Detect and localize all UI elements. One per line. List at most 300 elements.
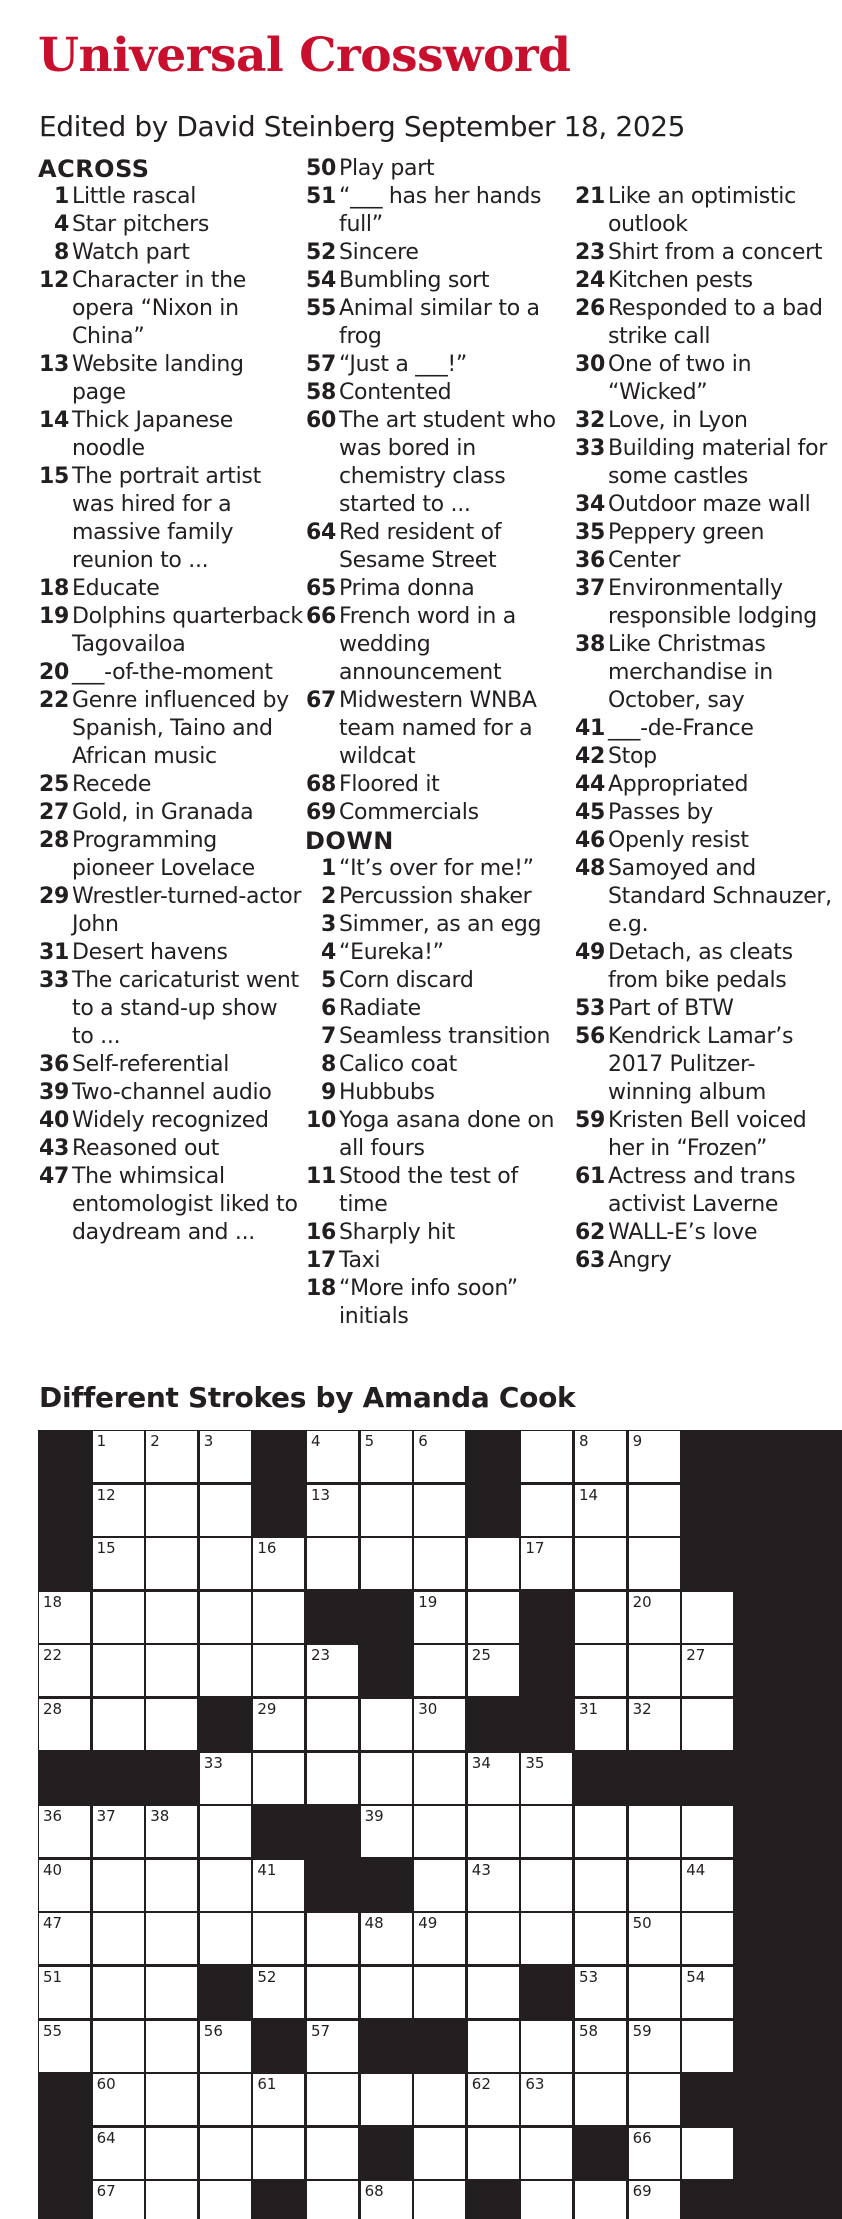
grid-cell[interactable]: [521, 1860, 572, 1911]
grid-cell[interactable]: [521, 2181, 572, 2219]
grid-cell[interactable]: [307, 2074, 358, 2125]
grid-cell[interactable]: [307, 1967, 358, 2018]
clue-number: 31: [38, 940, 69, 965]
grid-cell[interactable]: [200, 1860, 251, 1911]
cell-number: 8: [579, 1432, 589, 1450]
grid-cell[interactable]: [629, 2021, 680, 2072]
down-clue[interactable]: [305, 1247, 570, 1275]
down-clue[interactable]: [574, 743, 839, 771]
across-clue[interactable]: [38, 1163, 303, 1247]
grid-cell[interactable]: [146, 2128, 197, 2179]
grid-cell[interactable]: [39, 1699, 90, 1750]
grid-cell[interactable]: [361, 1485, 412, 1536]
grid-cell[interactable]: [575, 1913, 626, 1964]
cell-number: 3: [203, 1432, 214, 1450]
clue-text: Play part: [339, 156, 435, 181]
grid-cell[interactable]: [468, 1538, 519, 1589]
across-clue[interactable]: [38, 211, 303, 239]
cell-number: 35: [525, 1753, 545, 1772]
grid-cell[interactable]: [629, 1806, 680, 1857]
cell-number: 52: [257, 1968, 277, 1986]
clue-text: Sharply hit: [339, 1220, 455, 1245]
grid-cell[interactable]: [414, 1753, 465, 1804]
clue-text: Watch part: [72, 240, 190, 265]
clue-number: 1: [320, 856, 336, 881]
down-clue[interactable]: [305, 1219, 570, 1247]
grid-cell[interactable]: [629, 2181, 680, 2219]
grid-cell[interactable]: [521, 2021, 572, 2072]
grid-cell[interactable]: [93, 1913, 144, 1964]
grid-cell[interactable]: [629, 2128, 680, 2179]
clue-number: 12: [38, 268, 69, 293]
grid-cell[interactable]: [93, 1699, 144, 1750]
grid-cell[interactable]: [200, 2181, 251, 2219]
grid-cell[interactable]: [200, 2128, 251, 2179]
across-clue[interactable]: [305, 239, 570, 267]
grid-cell[interactable]: [468, 1592, 519, 1643]
grid-cell[interactable]: [468, 1806, 519, 1857]
clue-number: 4: [53, 212, 69, 237]
grid-cell[interactable]: [146, 1967, 197, 2018]
grid-cell[interactable]: [682, 1592, 733, 1643]
black-square: [682, 2181, 733, 2219]
clue-text: Percussion shaker: [339, 884, 532, 909]
clue-number: 68: [305, 772, 336, 797]
down-clue[interactable]: [305, 967, 570, 995]
grid-cell[interactable]: [468, 1645, 519, 1696]
across-clue[interactable]: [38, 967, 303, 1051]
grid-cell[interactable]: [93, 1645, 144, 1696]
grid-cell[interactable]: [146, 1592, 197, 1643]
across-clue[interactable]: [38, 407, 303, 463]
grid-cell[interactable]: [414, 1806, 465, 1857]
black-square: [361, 1592, 412, 1643]
down-clue[interactable]: [305, 995, 570, 1023]
grid-cell[interactable]: [521, 2128, 572, 2179]
grid-cell[interactable]: [253, 1592, 304, 1643]
puzzle-title: Different Strokes by Amanda Cook: [39, 1381, 576, 1414]
grid-cell[interactable]: [253, 1645, 304, 1696]
across-clue[interactable]: [305, 267, 570, 295]
grid-cell[interactable]: [361, 1967, 412, 2018]
clue-text: Star pitchers: [72, 212, 209, 237]
grid-cell[interactable]: [146, 1699, 197, 1750]
down-clue[interactable]: [305, 1107, 570, 1163]
grid-cell[interactable]: [39, 1592, 90, 1643]
black-square: [682, 2074, 733, 2125]
grid-cell[interactable]: [468, 2128, 519, 2179]
down-clue[interactable]: [574, 715, 839, 743]
across-clue[interactable]: [38, 183, 303, 211]
clue-text: Outdoor maze wall: [608, 492, 811, 517]
clue-text: Little rascal: [72, 184, 197, 209]
clue-number: 54: [305, 268, 336, 293]
down-clue[interactable]: [574, 631, 839, 715]
across-clue[interactable]: [305, 799, 570, 827]
grid-cell[interactable]: [200, 1538, 251, 1589]
across-clue[interactable]: [305, 603, 570, 687]
grid-cell[interactable]: [307, 2021, 358, 2072]
clue-text: Floored it: [339, 772, 440, 797]
down-clue[interactable]: [305, 883, 570, 911]
across-clue[interactable]: [305, 519, 570, 575]
grid-cell[interactable]: [521, 1913, 572, 1964]
cell-number: 25: [471, 1646, 491, 1665]
grid-cell[interactable]: [93, 2074, 144, 2125]
grid-cell[interactable]: [468, 2074, 519, 2125]
grid-cell[interactable]: [575, 1860, 626, 1911]
grid-cell[interactable]: [253, 2128, 304, 2179]
grid-cell[interactable]: [521, 1485, 572, 1536]
grid-cell[interactable]: [629, 1699, 680, 1750]
cell-number: 29: [257, 1700, 277, 1718]
grid-cell[interactable]: [93, 1860, 144, 1911]
grid-cell[interactable]: [521, 1538, 572, 1589]
grid-cell[interactable]: [361, 1699, 412, 1750]
across-clue[interactable]: [38, 1051, 303, 1079]
black-square: [361, 1860, 412, 1911]
grid-cell[interactable]: [682, 1913, 733, 1964]
black-square: [39, 1485, 90, 1536]
down-clue[interactable]: [305, 1275, 570, 1331]
black-square: [682, 1431, 733, 1482]
grid-cell[interactable]: [307, 1753, 358, 1804]
grid-cell[interactable]: [629, 1538, 680, 1589]
grid-cell[interactable]: [468, 1967, 519, 2018]
grid-cell[interactable]: [39, 1806, 90, 1857]
grid-cell[interactable]: [200, 1485, 251, 1536]
cell-number: 58: [579, 2021, 599, 2040]
clue-text: Samoyed and Standard Schnauzer, e.g.: [608, 856, 832, 937]
grid-cell[interactable]: [575, 1485, 626, 1536]
grid-cell[interactable]: [682, 2021, 733, 2072]
grid-cell[interactable]: [146, 1485, 197, 1536]
black-square: [39, 2128, 90, 2179]
grid-cell[interactable]: [361, 1538, 412, 1589]
down-clue[interactable]: [574, 1023, 839, 1107]
black-square: [521, 1699, 572, 1750]
grid-cell[interactable]: [682, 1645, 733, 1696]
across-clue[interactable]: [38, 939, 303, 967]
grid-cell[interactable]: [414, 1592, 465, 1643]
down-clue[interactable]: [574, 407, 839, 435]
grid-cell[interactable]: [200, 1592, 251, 1643]
grid-cell[interactable]: [414, 1431, 465, 1482]
grid-cell[interactable]: [200, 1645, 251, 1696]
clue-number: 14: [38, 408, 69, 433]
down-clue[interactable]: [574, 1247, 839, 1275]
grid-cell[interactable]: [253, 1538, 304, 1589]
black-square: [682, 1538, 733, 1589]
down-clue[interactable]: [574, 519, 839, 547]
grid-cell[interactable]: [93, 2181, 144, 2219]
grid-cell[interactable]: [253, 1753, 304, 1804]
grid-cell[interactable]: [361, 1806, 412, 1857]
grid-cell[interactable]: [253, 1860, 304, 1911]
clue-number: 9: [320, 1080, 336, 1105]
across-clue[interactable]: [305, 407, 570, 519]
grid-cell[interactable]: [575, 2181, 626, 2219]
clue-number: 33: [574, 436, 605, 461]
down-clue[interactable]: [574, 939, 839, 995]
grid-cell[interactable]: [93, 2021, 144, 2072]
down-clue[interactable]: [574, 995, 839, 1023]
grid-cell[interactable]: [146, 2021, 197, 2072]
across-clue[interactable]: [38, 267, 303, 351]
across-clue[interactable]: [38, 1107, 303, 1135]
across-clue[interactable]: [38, 799, 303, 827]
clue-text: Kristen Bell voiced her in “Frozen”: [608, 1108, 807, 1161]
grid-cell[interactable]: [629, 1913, 680, 1964]
grid-cell[interactable]: [307, 1538, 358, 1589]
grid-cell[interactable]: [468, 1913, 519, 1964]
grid-cell[interactable]: [468, 1753, 519, 1804]
down-clue[interactable]: [574, 1219, 839, 1247]
grid-cell[interactable]: [521, 1753, 572, 1804]
clue-text: Building material for some castles: [608, 436, 828, 489]
down-clue[interactable]: [305, 1023, 570, 1051]
across-clue[interactable]: [38, 1135, 303, 1163]
grid-cell[interactable]: [361, 2181, 412, 2219]
down-clue[interactable]: [305, 939, 570, 967]
grid-cell[interactable]: [629, 1967, 680, 2018]
across-clue[interactable]: [38, 239, 303, 267]
clue-number: 62: [574, 1220, 605, 1245]
grid-cell[interactable]: [629, 1592, 680, 1643]
across-clue[interactable]: [305, 575, 570, 603]
clue-text: Thick Japanese noodle: [72, 408, 234, 461]
grid-cell[interactable]: [629, 1860, 680, 1911]
grid-cell[interactable]: [361, 2074, 412, 2125]
across-clue[interactable]: [305, 351, 570, 379]
grid-cell[interactable]: [200, 2074, 251, 2125]
grid-cell[interactable]: [575, 1806, 626, 1857]
down-heading: DOWN: [305, 827, 394, 855]
across-clue[interactable]: [38, 575, 303, 603]
down-clue[interactable]: [574, 295, 839, 351]
clue-text: The portrait artist was hired for a massive family reunion to ...: [72, 464, 261, 573]
clue-text: WALL-E’s love: [608, 1220, 758, 1245]
grid-cell[interactable]: [629, 2074, 680, 2125]
grid-cell[interactable]: [682, 1806, 733, 1857]
grid-cell[interactable]: [414, 1913, 465, 1964]
grid-cell[interactable]: [575, 1592, 626, 1643]
grid-cell[interactable]: [575, 1645, 626, 1696]
grid-cell[interactable]: [146, 1431, 197, 1482]
down-clue[interactable]: [574, 267, 839, 295]
grid-cell[interactable]: [200, 1753, 251, 1804]
grid-cell[interactable]: [253, 1699, 304, 1750]
across-clue[interactable]: [305, 687, 570, 771]
black-square: [468, 2181, 519, 2219]
black-square: [39, 1431, 90, 1482]
grid-cell[interactable]: [575, 2074, 626, 2125]
clue-number: 34: [574, 492, 605, 517]
across-clue[interactable]: [38, 687, 303, 771]
clue-number: 52: [305, 240, 336, 265]
grid-cell[interactable]: [93, 1538, 144, 1589]
down-clue[interactable]: [574, 1107, 839, 1163]
grid-cell[interactable]: [146, 1538, 197, 1589]
grid-cell[interactable]: [39, 1860, 90, 1911]
clue-text: “It’s over for me!”: [339, 856, 534, 881]
grid-cell[interactable]: [146, 2074, 197, 2125]
grid-cell[interactable]: [200, 1806, 251, 1857]
grid-cell[interactable]: [93, 1592, 144, 1643]
grid-cell[interactable]: [575, 1967, 626, 2018]
grid-cell[interactable]: [146, 2181, 197, 2219]
clue-text: Dolphins quarterback Tagovailoa: [72, 604, 303, 657]
clue-number: 13: [38, 352, 69, 377]
grid-cell[interactable]: [93, 2128, 144, 2179]
grid-cell[interactable]: [307, 1485, 358, 1536]
down-clue[interactable]: [574, 435, 839, 491]
grid-cell[interactable]: [575, 2021, 626, 2072]
grid-cell[interactable]: [414, 1485, 465, 1536]
across-clue[interactable]: [38, 603, 303, 659]
grid-cell[interactable]: [146, 1913, 197, 1964]
across-clue[interactable]: [38, 827, 303, 883]
across-clue[interactable]: [38, 883, 303, 939]
grid-cell[interactable]: [253, 1913, 304, 1964]
clue-number: 64: [305, 520, 336, 545]
down-clue[interactable]: [574, 827, 839, 855]
grid-cell[interactable]: [575, 1431, 626, 1482]
cell-number: 33: [203, 1753, 223, 1772]
grid-cell[interactable]: [361, 1913, 412, 1964]
black-square: [253, 1806, 304, 1857]
grid-cell[interactable]: [93, 1485, 144, 1536]
down-clue[interactable]: [574, 771, 839, 799]
clue-text: Part of BTW: [608, 996, 734, 1021]
down-clue[interactable]: [574, 491, 839, 519]
grid-cell[interactable]: [682, 1699, 733, 1750]
grid-cell[interactable]: [575, 1699, 626, 1750]
grid-cell[interactable]: [200, 1431, 251, 1482]
grid-cell[interactable]: [629, 1485, 680, 1536]
cell-number: 20: [632, 1592, 652, 1611]
grid-cell[interactable]: [629, 1431, 680, 1482]
grid-cell[interactable]: [200, 1913, 251, 1964]
down-clue[interactable]: [574, 1163, 839, 1219]
across-clue[interactable]: [305, 295, 570, 351]
grid-cell[interactable]: [414, 2128, 465, 2179]
grid-cell[interactable]: [146, 1860, 197, 1911]
across-clue[interactable]: [38, 1079, 303, 1107]
across-clue[interactable]: [38, 351, 303, 407]
grid-cell[interactable]: [39, 2021, 90, 2072]
grid-cell[interactable]: [307, 1699, 358, 1750]
grid-cell[interactable]: [682, 2128, 733, 2179]
clue-text: Shirt from a concert: [608, 240, 823, 265]
grid-cell[interactable]: [361, 1431, 412, 1482]
grid-cell[interactable]: [414, 2181, 465, 2219]
grid-cell[interactable]: [629, 1645, 680, 1696]
cell-number: 60: [96, 2075, 116, 2094]
grid-cell[interactable]: [575, 1538, 626, 1589]
clue-number: 67: [305, 688, 336, 713]
clue-text: Prima donna: [339, 576, 475, 601]
black-square: [253, 2021, 304, 2072]
grid-cell[interactable]: [146, 1806, 197, 1857]
clue-number: 19: [38, 604, 69, 629]
grid-cell[interactable]: [307, 1431, 358, 1482]
grid-cell[interactable]: [414, 1699, 465, 1750]
clue-text: The caricaturist went to a stand-up show to ...: [72, 968, 299, 1049]
down-clue[interactable]: [305, 1163, 570, 1219]
grid-cell[interactable]: [253, 1967, 304, 2018]
grid-cell[interactable]: [253, 2074, 304, 2125]
grid-cell[interactable]: [93, 1806, 144, 1857]
black-square: [521, 1592, 572, 1643]
grid-cell[interactable]: [307, 1645, 358, 1696]
grid-cell[interactable]: [468, 1860, 519, 1911]
grid-cell[interactable]: [307, 2128, 358, 2179]
grid-cell[interactable]: [93, 1967, 144, 2018]
grid-cell[interactable]: [361, 1753, 412, 1804]
down-clue[interactable]: [574, 183, 839, 239]
grid-cell[interactable]: [682, 1860, 733, 1911]
down-clue[interactable]: [574, 575, 839, 631]
grid-cell[interactable]: [414, 2074, 465, 2125]
across-clue[interactable]: [38, 659, 303, 687]
grid-cell[interactable]: [521, 2074, 572, 2125]
down-clue[interactable]: [574, 855, 839, 939]
across-clue[interactable]: [305, 155, 570, 183]
grid-cell[interactable]: [146, 1645, 197, 1696]
grid-cell[interactable]: [414, 1860, 465, 1911]
down-clue[interactable]: [305, 1079, 570, 1107]
cell-number: 14: [579, 1485, 599, 1504]
cell-number: 56: [203, 2021, 223, 2040]
black-square: [361, 2128, 412, 2179]
across-clue[interactable]: [305, 183, 570, 239]
down-clue[interactable]: [574, 799, 839, 827]
clue-number: 69: [305, 800, 336, 825]
down-clue[interactable]: [305, 855, 570, 883]
grid-cell[interactable]: [414, 1645, 465, 1696]
grid-cell[interactable]: [39, 1967, 90, 2018]
clue-text: Simmer, as an egg: [339, 912, 542, 937]
grid-cell[interactable]: [39, 1645, 90, 1696]
grid-cell[interactable]: [682, 1967, 733, 2018]
down-clue[interactable]: [574, 239, 839, 267]
grid-cell[interactable]: [39, 1913, 90, 1964]
clue-number: 63: [574, 1248, 605, 1273]
grid-cell[interactable]: [307, 1913, 358, 1964]
across-clue[interactable]: [38, 771, 303, 799]
down-clue[interactable]: [574, 351, 839, 407]
clue-number: 8: [320, 1052, 336, 1077]
grid-cell[interactable]: [93, 1431, 144, 1482]
black-square: [682, 1753, 733, 1804]
grid-cell[interactable]: [414, 1967, 465, 2018]
down-clue[interactable]: [574, 547, 839, 575]
down-clue[interactable]: [305, 1051, 570, 1079]
grid-cell[interactable]: [200, 2021, 251, 2072]
across-clue[interactable]: [305, 379, 570, 407]
grid-cell[interactable]: [521, 1806, 572, 1857]
across-clue[interactable]: [38, 463, 303, 575]
grid-cell[interactable]: [521, 1431, 572, 1482]
across-clue[interactable]: [305, 771, 570, 799]
down-clue[interactable]: [305, 911, 570, 939]
grid-cell[interactable]: [307, 2181, 358, 2219]
clue-number: 7: [320, 1024, 336, 1049]
grid-cell[interactable]: [414, 1538, 465, 1589]
clue-number: 44: [574, 772, 605, 797]
grid-cell[interactable]: [468, 2021, 519, 2072]
